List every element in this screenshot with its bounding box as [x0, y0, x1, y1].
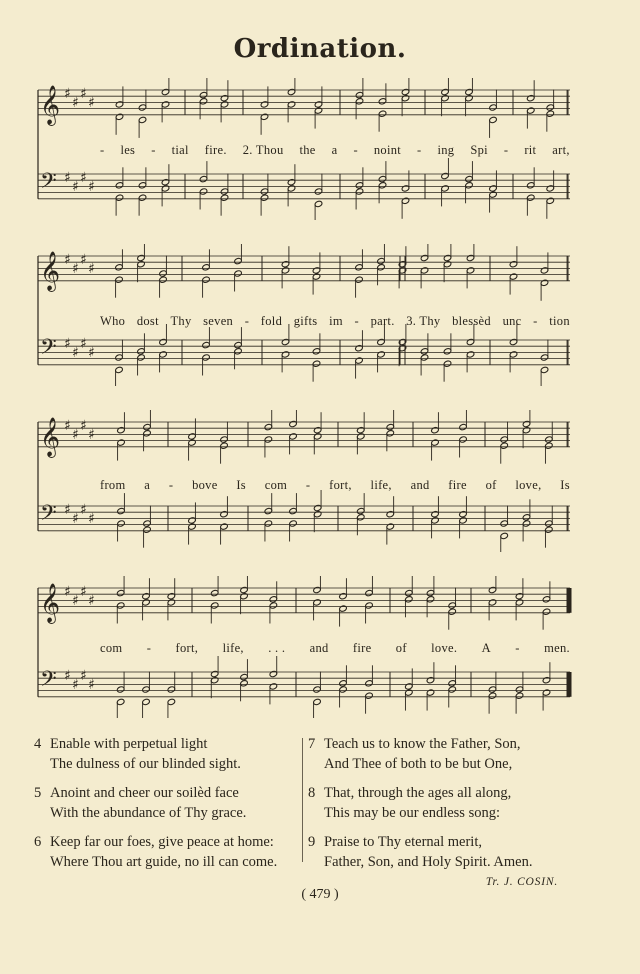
lyric-syllable: . . . — [268, 641, 286, 655]
verse-number: 8 — [308, 785, 316, 801]
lyric-syllable: art, — [552, 143, 570, 157]
treble-clef-icon: 𝄞 — [40, 417, 61, 457]
sharp-icon: ♯ — [88, 179, 95, 195]
lyric-syllable: 2. Thou — [242, 143, 284, 157]
lyric-syllable: - — [100, 143, 105, 157]
treble-clef-icon: 𝄞 — [40, 85, 61, 125]
lyric-syllable: fire. — [204, 143, 227, 157]
lyric-syllable: ing — [437, 143, 455, 157]
verse-line: This may be our endless song: — [324, 805, 500, 821]
sharp-icon: ♯ — [88, 593, 95, 609]
bass-clef-icon: 𝄢 — [40, 667, 57, 697]
lyric-syllable: love. — [431, 641, 458, 655]
sharp-icon: ♯ — [72, 179, 79, 195]
verse-line: Praise to Thy eternal merit, — [324, 834, 482, 850]
lyric-syllable: fire — [352, 641, 372, 655]
sharp-icon: ♯ — [64, 668, 71, 684]
sharp-icon: ♯ — [80, 584, 87, 600]
lyric-syllable: blessèd — [452, 314, 491, 328]
treble-clef-icon: 𝄞 — [40, 583, 61, 623]
lyric-syllable: - — [168, 478, 174, 492]
verse-column-left — [34, 734, 302, 881]
sharp-icon: ♯ — [80, 502, 87, 518]
verse-line: Enable with perpetual light — [50, 736, 208, 752]
lyric-syllable: of — [395, 641, 407, 655]
treble-clef-icon: 𝄞 — [40, 251, 61, 291]
verse-number: 9 — [308, 834, 316, 850]
verse-line: That, through the ages all along, — [324, 785, 512, 801]
hymn-title: Ordination. — [233, 34, 407, 64]
lyric-syllable: life, — [222, 641, 244, 655]
lyric-syllable: Who — [100, 314, 126, 328]
sharp-icon: ♯ — [72, 593, 79, 609]
lyric-syllable: a — [144, 478, 151, 492]
verse-stanza — [34, 832, 302, 872]
verse-line: Father, Son, and Holy Spirit. Amen. — [324, 854, 533, 870]
lyric-syllable: gifts — [293, 314, 318, 328]
lyric-syllable: dost — [136, 314, 159, 328]
sharp-icon: ♯ — [72, 95, 79, 111]
sharp-icon: ♯ — [64, 336, 71, 352]
verse-stanza — [308, 783, 608, 823]
sharp-icon: ♯ — [88, 427, 95, 443]
verse-stanza — [34, 783, 302, 823]
verse-line: Where Thou art guide, no ill can come. — [50, 854, 278, 870]
lyric-syllable: fort, — [329, 478, 352, 492]
lyric-syllable: unc — [502, 314, 522, 328]
lyric-syllable: 3. Thy — [406, 314, 441, 328]
verse-stanza — [308, 734, 608, 774]
lyric-line-2 — [100, 314, 570, 329]
translator-credit: Tr. J. COSIN. — [485, 876, 558, 888]
lyric-syllable: tion — [549, 314, 570, 328]
lyric-syllable: men. — [544, 641, 570, 655]
verse-line: Anoint and cheer our soilèd face — [50, 785, 239, 801]
sharp-icon: ♯ — [88, 511, 95, 527]
verse-number: 6 — [34, 834, 42, 850]
lyric-syllable: and — [410, 478, 430, 492]
lyric-syllable: and — [309, 641, 329, 655]
sharp-icon: ♯ — [72, 427, 79, 443]
verse-line: With the abundance of Thy grace. — [50, 805, 247, 821]
sharp-icon: ♯ — [72, 511, 79, 527]
lyric-syllable: seven — [203, 314, 234, 328]
lyric-syllable: - — [515, 641, 520, 655]
music-system-2 — [0, 244, 640, 386]
lyric-syllable: a — [331, 143, 338, 157]
lyric-syllable: com — [264, 478, 288, 492]
lyric-syllable: Is — [560, 478, 570, 492]
verse-line: The dulness of our blinded sight. — [50, 756, 241, 772]
music-system-1 — [0, 78, 640, 220]
lyric-syllable: noint — [373, 143, 402, 157]
lyric-line-3 — [100, 478, 570, 493]
lyric-syllable: im — [329, 314, 343, 328]
column-divider — [302, 738, 303, 862]
sharp-icon: ♯ — [72, 261, 79, 277]
bass-clef-icon: 𝄢 — [40, 335, 57, 365]
lyric-syllable: - — [503, 143, 509, 157]
lyric-syllable: of — [485, 478, 497, 492]
sharp-icon: ♯ — [64, 584, 71, 600]
lyric-syllable: part. — [370, 314, 395, 328]
lyric-syllable: - — [151, 143, 156, 157]
sharp-icon: ♯ — [80, 336, 87, 352]
lyric-syllable: fire — [448, 478, 467, 492]
sharp-icon: ♯ — [64, 170, 71, 186]
verse-column-right — [308, 734, 608, 881]
verse-number: 7 — [308, 736, 316, 752]
verse-number: 5 — [34, 785, 42, 801]
lyric-syllable: les — [120, 143, 136, 157]
lyric-syllable: - — [533, 314, 538, 328]
verse-stanza — [34, 734, 302, 774]
sharp-icon: ♯ — [64, 252, 71, 268]
bass-clef-icon: 𝄢 — [40, 169, 57, 199]
lyric-syllable: from — [100, 478, 126, 492]
bass-clef-icon: 𝄢 — [40, 501, 57, 531]
sharp-icon: ♯ — [72, 677, 79, 693]
lyric-syllable: - — [354, 314, 359, 328]
lyric-syllable: the — [299, 143, 316, 157]
lyric-syllable: rit — [524, 143, 537, 157]
lyric-syllable: tial — [171, 143, 189, 157]
lyric-syllable: - — [417, 143, 422, 157]
page-number: ( 479 ) — [301, 887, 339, 902]
sharp-icon: ♯ — [64, 502, 71, 518]
lyric-syllable: love, — [515, 478, 542, 492]
lyric-syllable: Spi — [470, 143, 488, 157]
sharp-icon: ♯ — [88, 345, 95, 361]
lyric-syllable: - — [244, 314, 250, 328]
lyric-syllable: A — [481, 641, 491, 655]
sharp-icon: ♯ — [64, 418, 71, 434]
lyric-syllable: fort, — [175, 641, 199, 655]
lyric-syllable: life, — [370, 478, 392, 492]
sharp-icon: ♯ — [88, 677, 95, 693]
sharp-icon: ♯ — [64, 86, 71, 102]
verse-stanza — [308, 832, 608, 872]
music-system-3 — [0, 410, 640, 552]
sharp-icon: ♯ — [80, 170, 87, 186]
lyric-syllable: - — [353, 143, 358, 157]
sharp-icon: ♯ — [80, 418, 87, 434]
sharp-icon: ♯ — [88, 261, 95, 277]
verses — [0, 734, 640, 870]
lyric-syllable: - — [146, 641, 152, 655]
lyric-syllable: bove — [192, 478, 218, 492]
verse-line: Keep far our foes, give peace at home: — [50, 834, 274, 850]
lyric-syllable: com — [100, 641, 123, 655]
lyric-syllable: Thy — [170, 314, 192, 328]
sharp-icon: ♯ — [80, 86, 87, 102]
lyric-line-1 — [100, 143, 570, 158]
sharp-icon: ♯ — [80, 252, 87, 268]
lyric-syllable: - — [305, 478, 311, 492]
lyric-syllable: fold — [260, 314, 283, 328]
sharp-icon: ♯ — [72, 345, 79, 361]
music-system-4 — [0, 576, 640, 718]
verse-number: 4 — [34, 736, 42, 752]
lyric-syllable: Is — [236, 478, 246, 492]
sharp-icon: ♯ — [88, 95, 95, 111]
verse-line: And Thee of both to be but One, — [324, 756, 513, 772]
sharp-icon: ♯ — [80, 668, 87, 684]
verse-line: Teach us to know the Father, Son, — [324, 736, 521, 752]
lyric-line-4 — [100, 641, 570, 656]
